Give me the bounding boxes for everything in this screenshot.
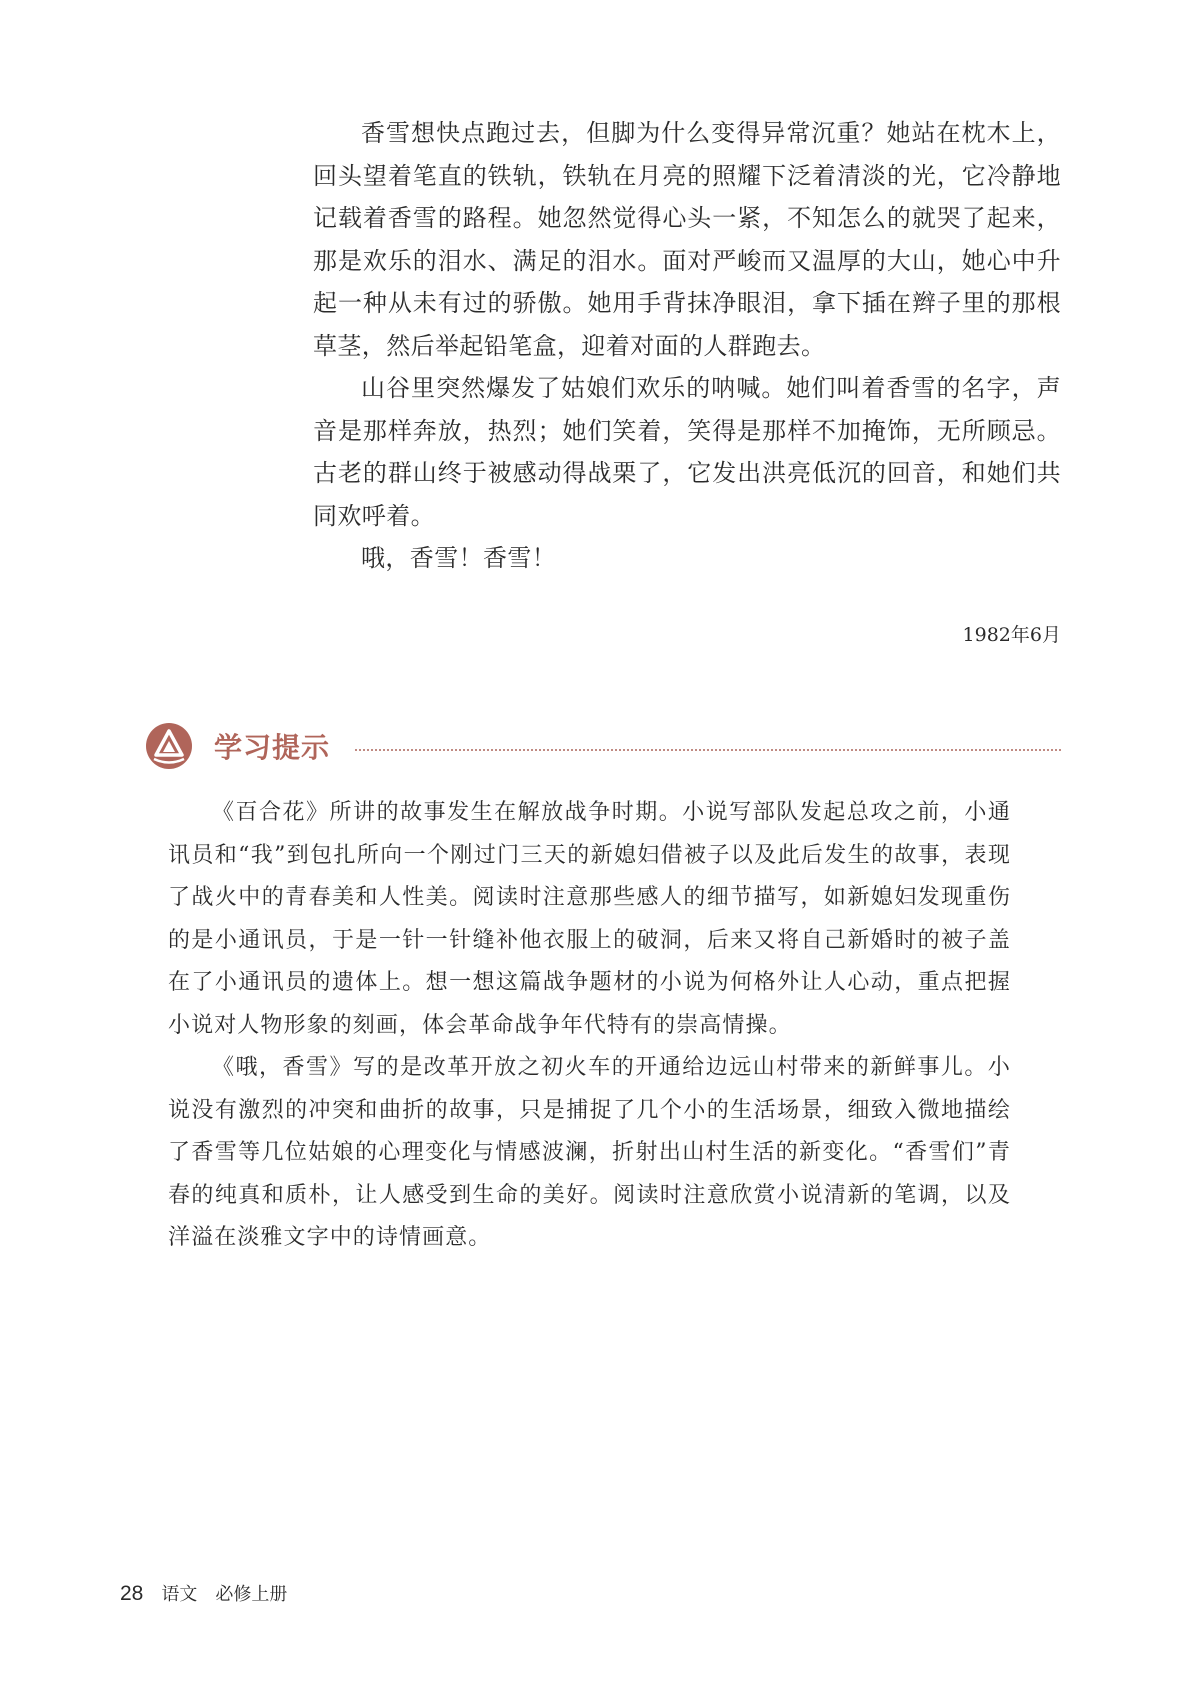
triangle-tips-icon [145, 722, 193, 770]
story-paragraph: 香雪想快点跑过去，但脚为什么变得异常沉重？她站在枕木上，回头望着笔直的铁轨，铁轨在月亮的照耀下泛着清淡的光，它冷静地记载着香雪的路程。她忽然觉得心头一紧，不知怎么的就哭了起来，那是欢乐的泪水、满足的泪水。面对严峻而又温厚的大山，她心中升起一种从未有过的骄傲。她用手背抹净眼泪，拿下插在辫子里的那根草茎，然后举起铅笔盒，迎着对面的人群跑去。 [313, 119, 1061, 360]
book-volume: 必修上册 [215, 1584, 288, 1605]
book-title: 语文 [161, 1584, 198, 1605]
story-date: 1982年6月 [962, 624, 1061, 646]
page-footer [120, 1580, 287, 1610]
tips-header [145, 722, 1061, 772]
tips-body [168, 792, 1011, 1260]
tips-paragraph: 《哦，香雪》写的是改革开放之初火车的开通给边远山村带来的新鲜事儿。小说没有激烈的冲突和曲折的故事，只是捕捉了几个小的生活场景，细致入微地描绘了香雪等几位姑娘的心理变化与情感波澜，折射出山村生活的新变化。“香雪们”青春的纯真和质朴，让人感受到生命的美好。阅读时注意欣赏小说清新的笔调，以及洋溢在淡雅文字中的诗情画意。 [168, 1055, 1011, 1250]
dotted-divider [355, 749, 1061, 751]
tips-title: 学习提示 [214, 731, 331, 764]
tips-paragraph: 《百合花》所讲的故事发生在解放战争时期。小说写部队发起总攻之前，小通讯员和“我”到包扎所向一个刚过门三天的新媳妇借被子以及此后发生的故事，表现了战火中的青春美和人性美。阅读时注意那些感人的细节描写，如新媳妇发现重伤的是小通讯员，于是一针一针缝补他衣服上的破洞，后来又将自己新婚时的被子盖在了小通讯员的遗体上。想一想这篇战争题材的小说为何格外让人心动，重点把握小说对人物形象的刻画，体会革命战争年代特有的崇高情操。 [168, 800, 1011, 1038]
story-paragraph: 山谷里突然爆发了姑娘们欢乐的呐喊。她们叫着香雪的名字，声音是那样奔放，热烈；她们笑着，笑得是那样不加掩饰，无所顾忌。古老的群山终于被感动得战栗了，它发出洪亮低沉的回音，和她们共同欢呼着。 [313, 374, 1061, 530]
page-number: 28 [120, 1582, 144, 1605]
story-text [313, 112, 1061, 580]
story-paragraph: 哦，香雪！香雪！ [361, 544, 557, 572]
